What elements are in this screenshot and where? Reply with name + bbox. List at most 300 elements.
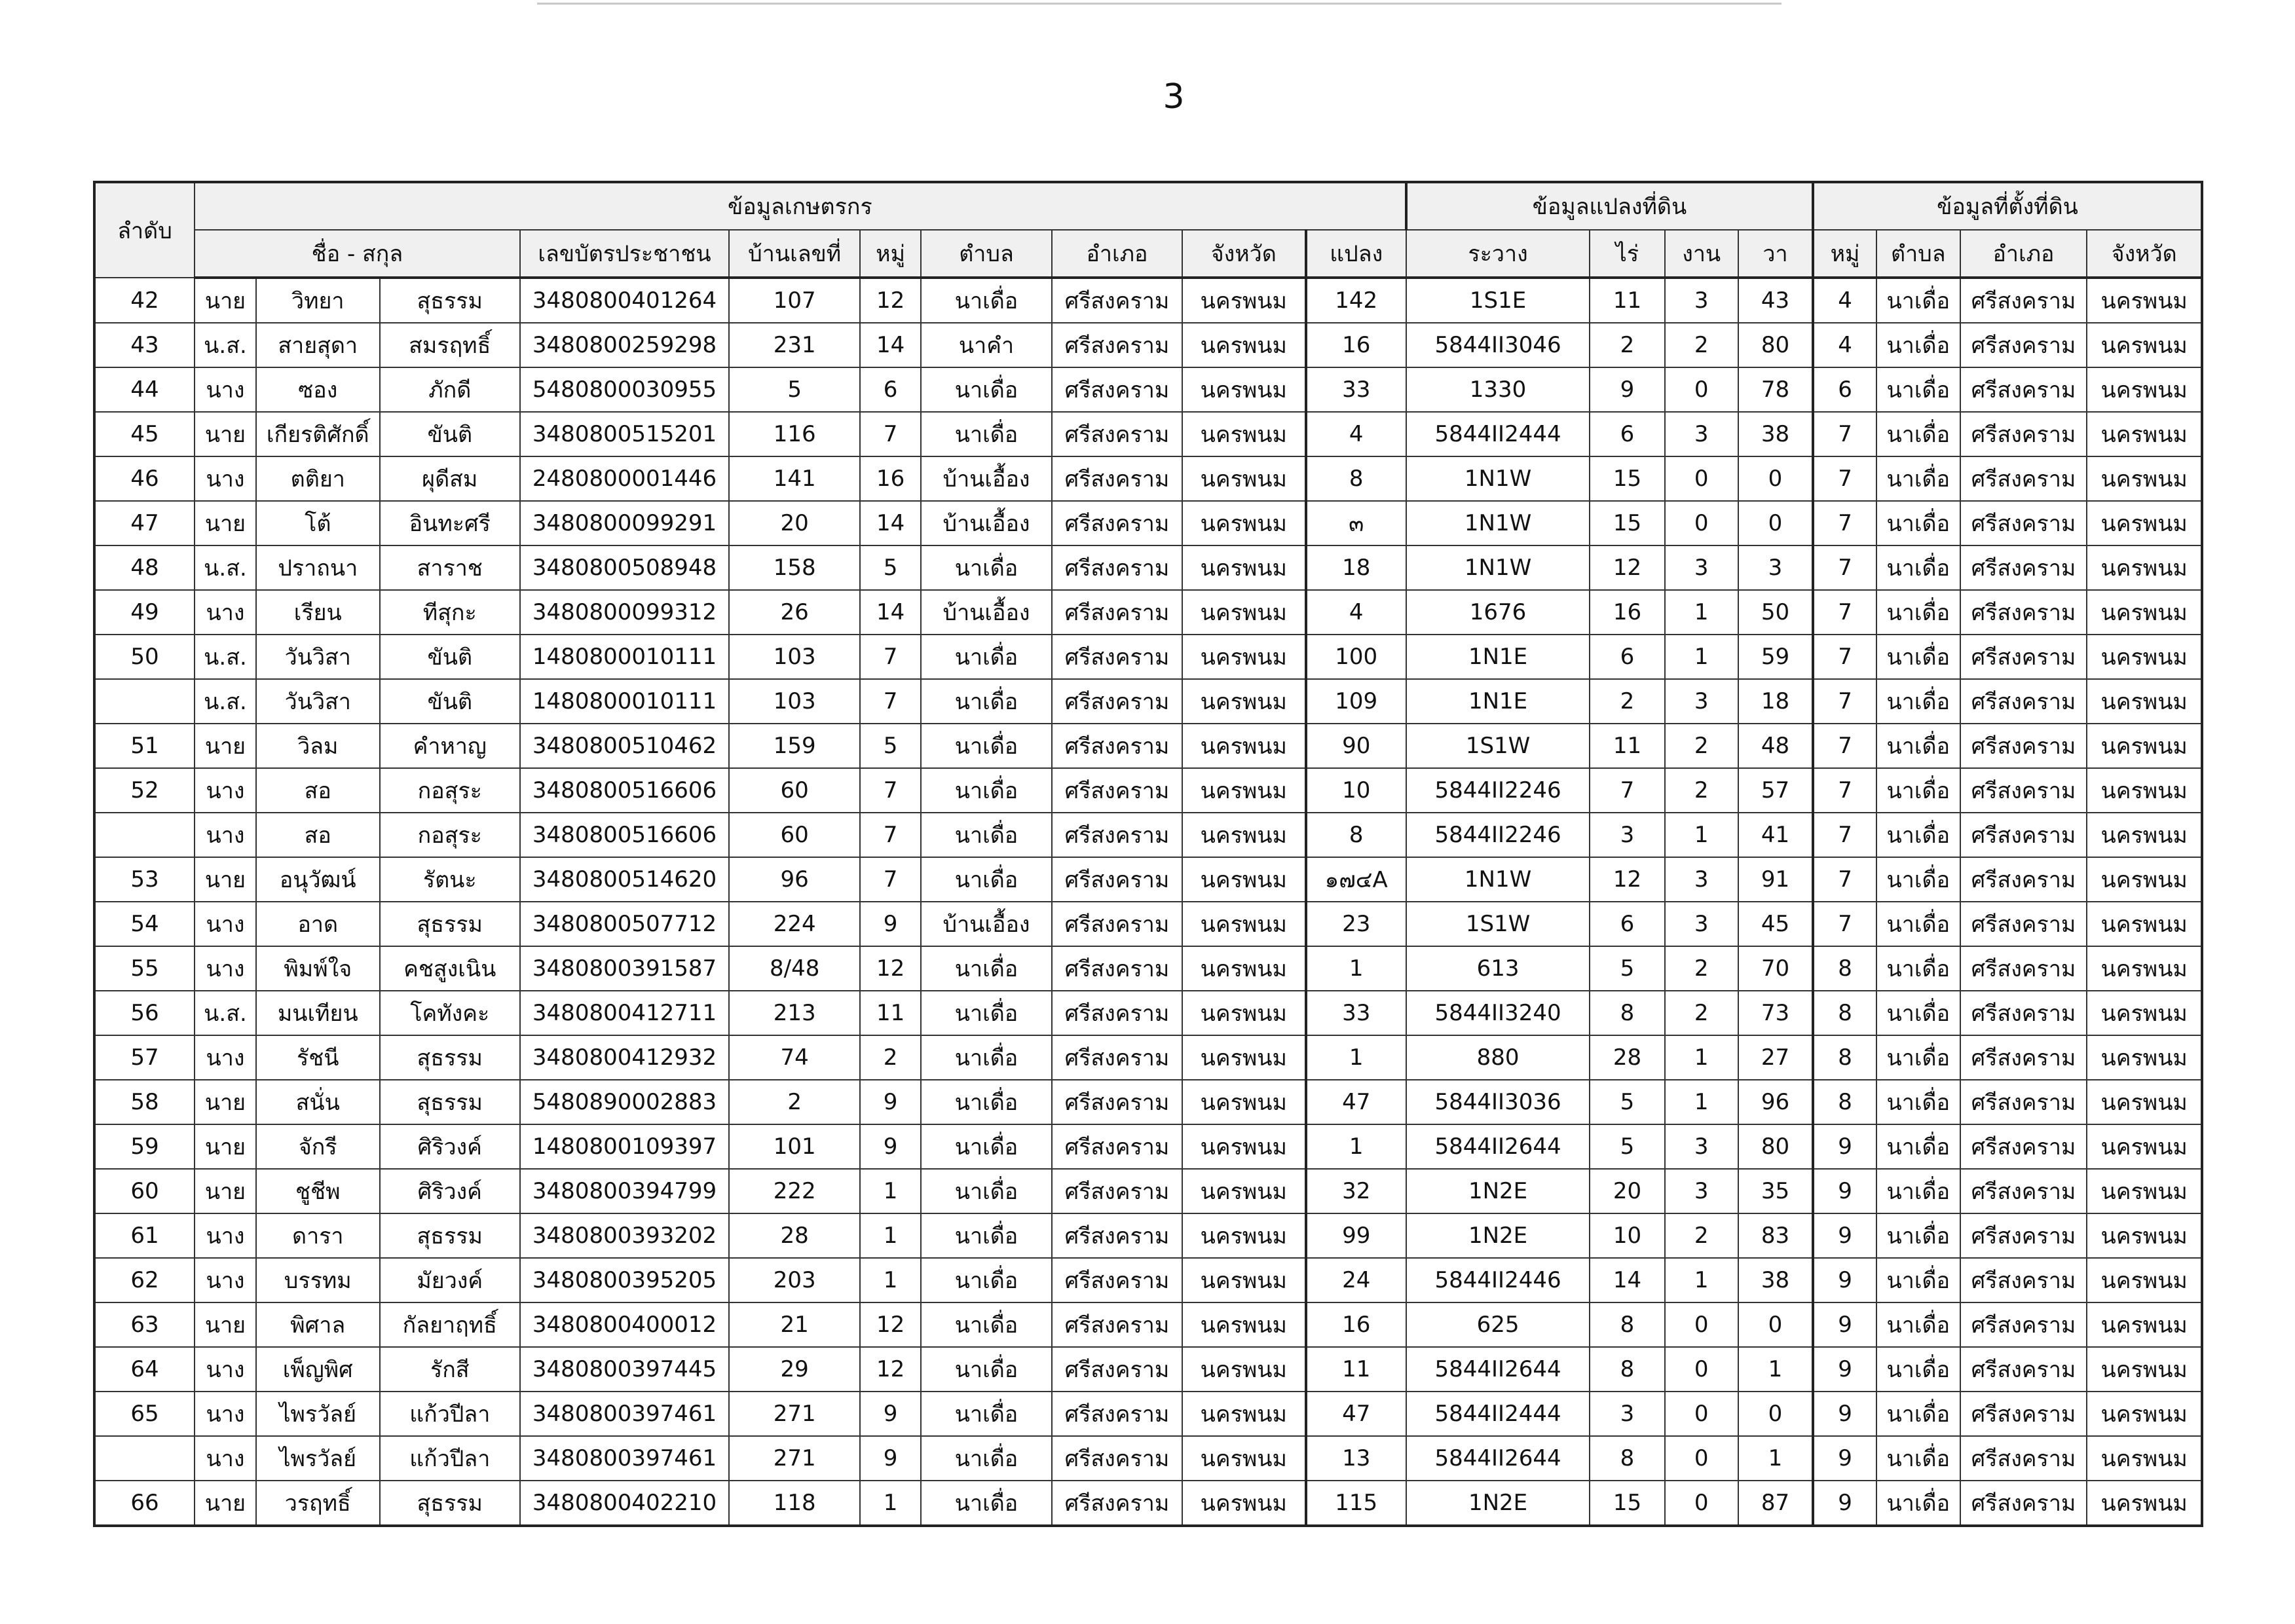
last-name-cell: กัลยาฤทธิ์ <box>380 1302 520 1347</box>
plot-cell: 115 <box>1306 1481 1406 1526</box>
loc-province-cell: นครพนม <box>2087 1080 2202 1124</box>
province-cell: นครพนม <box>1182 412 1306 456</box>
wa-cell: 38 <box>1738 1258 1813 1302</box>
header-plot-group: ข้อมูลแปลงที่ดิน <box>1406 182 1813 230</box>
house-no-cell: 213 <box>729 991 860 1035</box>
table-row <box>94 1169 2202 1213</box>
loc-amphoe-cell: ศรีสงคราม <box>1960 1169 2087 1213</box>
header-row-groups <box>94 182 2202 230</box>
sheet-cell: 1N1E <box>1406 635 1590 679</box>
sheet-cell: 5844II3240 <box>1406 991 1590 1035</box>
amphoe-cell: ศรีสงคราม <box>1052 635 1182 679</box>
loc-tambon-cell: นาเดื่อ <box>1876 545 1960 590</box>
table-row <box>94 501 2202 545</box>
table-row <box>94 768 2202 813</box>
first-name-cell: สอ <box>256 768 380 813</box>
loc-moo-cell: 4 <box>1813 278 1876 323</box>
moo-cell: 5 <box>860 545 921 590</box>
seq-cell: 58 <box>94 1080 195 1124</box>
house-no-cell: 159 <box>729 724 860 768</box>
last-name-cell: โคทังคะ <box>380 991 520 1035</box>
table-row <box>94 635 2202 679</box>
loc-moo-cell: 8 <box>1813 1035 1876 1080</box>
header-row-columns <box>94 230 2202 278</box>
rai-cell: 7 <box>1590 768 1664 813</box>
amphoe-cell: ศรีสงคราม <box>1052 412 1182 456</box>
moo-cell: 9 <box>860 902 921 946</box>
last-name-cell: ศิริวงค์ <box>380 1124 520 1169</box>
id-card-cell: 3480800514620 <box>520 857 729 902</box>
header-loc-province: จังหวัด <box>2087 230 2202 278</box>
tambon-cell: นาเดื่อ <box>921 1035 1052 1080</box>
table-row <box>94 412 2202 456</box>
moo-cell: 12 <box>860 278 921 323</box>
seq-cell: 53 <box>94 857 195 902</box>
moo-cell: 2 <box>860 1035 921 1080</box>
tambon-cell: นาเดื่อ <box>921 1080 1052 1124</box>
wa-cell: 80 <box>1738 1124 1813 1169</box>
sheet-cell: 5844II3046 <box>1406 323 1590 367</box>
wa-cell: 87 <box>1738 1481 1813 1526</box>
loc-tambon-cell: นาเดื่อ <box>1876 1347 1960 1392</box>
sheet-cell: 1S1W <box>1406 902 1590 946</box>
table-row <box>94 545 2202 590</box>
last-name-cell: คำหาญ <box>380 724 520 768</box>
house-no-cell: 107 <box>729 278 860 323</box>
province-cell: นครพนม <box>1182 1392 1306 1436</box>
wa-cell: 0 <box>1738 456 1813 501</box>
sheet-cell: 5844II2246 <box>1406 813 1590 857</box>
rai-cell: 5 <box>1590 1080 1664 1124</box>
last-name-cell: สาราช <box>380 545 520 590</box>
tambon-cell: บ้านเอื้อง <box>921 902 1052 946</box>
header-sheet: ระวาง <box>1406 230 1590 278</box>
first-name-cell: วรฤทธิ์ <box>256 1481 380 1526</box>
rai-cell: 9 <box>1590 367 1664 412</box>
province-cell: นครพนม <box>1182 1080 1306 1124</box>
sheet-cell: 5844II2444 <box>1406 1392 1590 1436</box>
loc-moo-cell: 9 <box>1813 1481 1876 1526</box>
plot-cell: 90 <box>1306 724 1406 768</box>
loc-moo-cell: 7 <box>1813 724 1876 768</box>
house-no-cell: 231 <box>729 323 860 367</box>
table-row <box>94 991 2202 1035</box>
last-name-cell: สมรฤทธิ์ <box>380 323 520 367</box>
last-name-cell: อินทะศรี <box>380 501 520 545</box>
tambon-cell: นาเดื่อ <box>921 545 1052 590</box>
wa-cell: 48 <box>1738 724 1813 768</box>
province-cell: นครพนม <box>1182 1302 1306 1347</box>
sheet-cell: 1N1E <box>1406 679 1590 724</box>
last-name-cell: ผุดีสม <box>380 456 520 501</box>
ngan-cell: 2 <box>1665 991 1738 1035</box>
header-loc-tambon: ตำบล <box>1876 230 1960 278</box>
id-card-cell: 3480800401264 <box>520 278 729 323</box>
province-cell: นครพนม <box>1182 323 1306 367</box>
loc-tambon-cell: นาเดื่อ <box>1876 724 1960 768</box>
loc-amphoe-cell: ศรีสงคราม <box>1960 1436 2087 1481</box>
prefix-cell: นาง <box>195 813 256 857</box>
loc-province-cell: นครพนม <box>2087 768 2202 813</box>
rai-cell: 16 <box>1590 590 1664 635</box>
last-name-cell: คชสูงเนิน <box>380 946 520 991</box>
table-row <box>94 1302 2202 1347</box>
first-name-cell: สอ <box>256 813 380 857</box>
loc-tambon-cell: นาเดื่อ <box>1876 1169 1960 1213</box>
id-card-cell: 3480800395205 <box>520 1258 729 1302</box>
amphoe-cell: ศรีสงคราม <box>1052 367 1182 412</box>
rai-cell: 3 <box>1590 813 1664 857</box>
wa-cell: 38 <box>1738 412 1813 456</box>
loc-amphoe-cell: ศรีสงคราม <box>1960 813 2087 857</box>
loc-tambon-cell: นาเดื่อ <box>1876 1302 1960 1347</box>
rai-cell: 11 <box>1590 724 1664 768</box>
moo-cell: 6 <box>860 367 921 412</box>
plot-cell: 33 <box>1306 991 1406 1035</box>
sheet-cell: 1S1E <box>1406 278 1590 323</box>
house-no-cell: 5 <box>729 367 860 412</box>
wa-cell: 0 <box>1738 1392 1813 1436</box>
loc-province-cell: นครพนม <box>2087 456 2202 501</box>
tambon-cell: นาเดื่อ <box>921 991 1052 1035</box>
seq-cell: 43 <box>94 323 195 367</box>
seq-cell: 47 <box>94 501 195 545</box>
loc-amphoe-cell: ศรีสงคราม <box>1960 1392 2087 1436</box>
loc-moo-cell: 7 <box>1813 679 1876 724</box>
prefix-cell: น.ส. <box>195 323 256 367</box>
prefix-cell: นาง <box>195 1436 256 1481</box>
plot-cell: 109 <box>1306 679 1406 724</box>
rai-cell: 10 <box>1590 1213 1664 1258</box>
first-name-cell: ไพรวัลย์ <box>256 1392 380 1436</box>
first-name-cell: ชูชีพ <box>256 1169 380 1213</box>
ngan-cell: 0 <box>1665 1481 1738 1526</box>
prefix-cell: นาย <box>195 724 256 768</box>
table-row <box>94 1258 2202 1302</box>
amphoe-cell: ศรีสงคราม <box>1052 1481 1182 1526</box>
rai-cell: 15 <box>1590 456 1664 501</box>
loc-province-cell: นครพนม <box>2087 813 2202 857</box>
tambon-cell: นาเดื่อ <box>921 1169 1052 1213</box>
house-no-cell: 224 <box>729 902 860 946</box>
id-card-cell: 3480800402210 <box>520 1481 729 1526</box>
table-row <box>94 323 2202 367</box>
loc-province-cell: นครพนม <box>2087 590 2202 635</box>
amphoe-cell: ศรีสงคราม <box>1052 1347 1182 1392</box>
id-card-cell: 3480800099291 <box>520 501 729 545</box>
wa-cell: 57 <box>1738 768 1813 813</box>
tambon-cell: นาเดื่อ <box>921 412 1052 456</box>
sheet-cell: 1330 <box>1406 367 1590 412</box>
seq-cell <box>94 679 195 724</box>
id-card-cell: 3480800412711 <box>520 991 729 1035</box>
moo-cell: 12 <box>860 946 921 991</box>
rai-cell: 8 <box>1590 991 1664 1035</box>
loc-tambon-cell: นาเดื่อ <box>1876 323 1960 367</box>
tambon-cell: นาเดื่อ <box>921 1302 1052 1347</box>
tambon-cell: บ้านเอื้อง <box>921 590 1052 635</box>
table-row <box>94 902 2202 946</box>
amphoe-cell: ศรีสงคราม <box>1052 1258 1182 1302</box>
loc-tambon-cell: นาเดื่อ <box>1876 1392 1960 1436</box>
tambon-cell: นาเดื่อ <box>921 857 1052 902</box>
id-card-cell: 3480800510462 <box>520 724 729 768</box>
plot-cell: 33 <box>1306 367 1406 412</box>
plot-cell: 24 <box>1306 1258 1406 1302</box>
rai-cell: 6 <box>1590 412 1664 456</box>
moo-cell: 7 <box>860 635 921 679</box>
table-row <box>94 1347 2202 1392</box>
last-name-cell: สุธรรม <box>380 1035 520 1080</box>
rai-cell: 11 <box>1590 278 1664 323</box>
loc-tambon-cell: นาเดื่อ <box>1876 278 1960 323</box>
table-row <box>94 1392 2202 1436</box>
tambon-cell: นาเดื่อ <box>921 724 1052 768</box>
amphoe-cell: ศรีสงคราม <box>1052 1035 1182 1080</box>
ngan-cell: 0 <box>1665 1347 1738 1392</box>
moo-cell: 1 <box>860 1258 921 1302</box>
wa-cell: 73 <box>1738 991 1813 1035</box>
seq-cell: 45 <box>94 412 195 456</box>
table-body <box>94 278 2202 1526</box>
province-cell: นครพนม <box>1182 456 1306 501</box>
sheet-cell: 1N1W <box>1406 456 1590 501</box>
rai-cell: 12 <box>1590 857 1664 902</box>
prefix-cell: นาง <box>195 1392 256 1436</box>
loc-moo-cell: 7 <box>1813 545 1876 590</box>
table-row <box>94 724 2202 768</box>
province-cell: นครพนม <box>1182 724 1306 768</box>
header-tambon: ตำบล <box>921 230 1052 278</box>
amphoe-cell: ศรีสงคราม <box>1052 323 1182 367</box>
sheet-cell: 5844II2644 <box>1406 1436 1590 1481</box>
plot-cell: 100 <box>1306 635 1406 679</box>
header-plot: แปลง <box>1306 230 1406 278</box>
loc-tambon-cell: นาเดื่อ <box>1876 590 1960 635</box>
moo-cell: 9 <box>860 1124 921 1169</box>
sheet-cell: 880 <box>1406 1035 1590 1080</box>
seq-cell: 62 <box>94 1258 195 1302</box>
rai-cell: 6 <box>1590 902 1664 946</box>
loc-moo-cell: 9 <box>1813 1169 1876 1213</box>
loc-amphoe-cell: ศรีสงคราม <box>1960 991 2087 1035</box>
loc-amphoe-cell: ศรีสงคราม <box>1960 412 2087 456</box>
loc-province-cell: นครพนม <box>2087 278 2202 323</box>
sheet-cell: 1N1W <box>1406 501 1590 545</box>
prefix-cell: นาง <box>195 946 256 991</box>
id-card-cell: 2480800001446 <box>520 456 729 501</box>
house-no-cell: 29 <box>729 1347 860 1392</box>
loc-province-cell: นครพนม <box>2087 724 2202 768</box>
house-no-cell: 222 <box>729 1169 860 1213</box>
loc-amphoe-cell: ศรีสงคราม <box>1960 1213 2087 1258</box>
loc-province-cell: นครพนม <box>2087 1436 2202 1481</box>
moo-cell: 1 <box>860 1213 921 1258</box>
rai-cell: 6 <box>1590 635 1664 679</box>
loc-tambon-cell: นาเดื่อ <box>1876 1481 1960 1526</box>
first-name-cell: ไพรวัลย์ <box>256 1436 380 1481</box>
province-cell: นครพนม <box>1182 635 1306 679</box>
last-name-cell: สุธรรม <box>380 1080 520 1124</box>
wa-cell: 35 <box>1738 1169 1813 1213</box>
last-name-cell: แก้วปีลา <box>380 1436 520 1481</box>
seq-cell: 65 <box>94 1392 195 1436</box>
province-cell: นครพนม <box>1182 1035 1306 1080</box>
table-row <box>94 1481 2202 1526</box>
amphoe-cell: ศรีสงคราม <box>1052 946 1182 991</box>
table-row <box>94 1124 2202 1169</box>
id-card-cell: 1480800010111 <box>520 635 729 679</box>
loc-province-cell: นครพนม <box>2087 679 2202 724</box>
last-name-cell: สุธรรม <box>380 278 520 323</box>
loc-province-cell: นครพนม <box>2087 635 2202 679</box>
last-name-cell: ขันติ <box>380 635 520 679</box>
amphoe-cell: ศรีสงคราม <box>1052 902 1182 946</box>
tambon-cell: นาเดื่อ <box>921 813 1052 857</box>
loc-province-cell: นครพนม <box>2087 1035 2202 1080</box>
moo-cell: 7 <box>860 813 921 857</box>
house-no-cell: 8/48 <box>729 946 860 991</box>
header-house-no: บ้านเลขที่ <box>729 230 860 278</box>
wa-cell: 59 <box>1738 635 1813 679</box>
loc-tambon-cell: นาเดื่อ <box>1876 1436 1960 1481</box>
loc-moo-cell: 9 <box>1813 1258 1876 1302</box>
moo-cell: 7 <box>860 768 921 813</box>
header-ngan: งาน <box>1665 230 1738 278</box>
loc-moo-cell: 7 <box>1813 412 1876 456</box>
loc-amphoe-cell: ศรีสงคราม <box>1960 724 2087 768</box>
table-row <box>94 1436 2202 1481</box>
last-name-cell: ศิริวงค์ <box>380 1169 520 1213</box>
id-card-cell: 3480800397445 <box>520 1347 729 1392</box>
id-card-cell: 3480800400012 <box>520 1302 729 1347</box>
prefix-cell: นาย <box>195 1302 256 1347</box>
moo-cell: 14 <box>860 590 921 635</box>
loc-province-cell: นครพนม <box>2087 367 2202 412</box>
loc-tambon-cell: นาเดื่อ <box>1876 635 1960 679</box>
tambon-cell: นาเดื่อ <box>921 1258 1052 1302</box>
tambon-cell: นาเดื่อ <box>921 635 1052 679</box>
wa-cell: 96 <box>1738 1080 1813 1124</box>
plot-cell: 8 <box>1306 456 1406 501</box>
loc-province-cell: นครพนม <box>2087 323 2202 367</box>
wa-cell: 1 <box>1738 1436 1813 1481</box>
loc-amphoe-cell: ศรีสงคราม <box>1960 857 2087 902</box>
ngan-cell: 3 <box>1665 545 1738 590</box>
amphoe-cell: ศรีสงคราม <box>1052 501 1182 545</box>
house-no-cell: 271 <box>729 1392 860 1436</box>
wa-cell: 43 <box>1738 278 1813 323</box>
province-cell: นครพนม <box>1182 768 1306 813</box>
last-name-cell: แก้วปีลา <box>380 1392 520 1436</box>
seq-cell: 59 <box>94 1124 195 1169</box>
farmer-land-table <box>93 181 2203 1527</box>
last-name-cell: มัยวงค์ <box>380 1258 520 1302</box>
amphoe-cell: ศรีสงคราม <box>1052 1392 1182 1436</box>
house-no-cell: 141 <box>729 456 860 501</box>
wa-cell: 91 <box>1738 857 1813 902</box>
sheet-cell: 5844II3036 <box>1406 1080 1590 1124</box>
seq-cell: 61 <box>94 1213 195 1258</box>
ngan-cell: 0 <box>1665 1392 1738 1436</box>
id-card-cell: 1480800010111 <box>520 679 729 724</box>
loc-province-cell: นครพนม <box>2087 1124 2202 1169</box>
id-card-cell: 5480800030955 <box>520 367 729 412</box>
rai-cell: 8 <box>1590 1436 1664 1481</box>
table-row <box>94 857 2202 902</box>
rai-cell: 3 <box>1590 1392 1664 1436</box>
loc-tambon-cell: นาเดื่อ <box>1876 857 1960 902</box>
loc-amphoe-cell: ศรีสงคราม <box>1960 590 2087 635</box>
wa-cell: 83 <box>1738 1213 1813 1258</box>
loc-tambon-cell: นาเดื่อ <box>1876 501 1960 545</box>
table-row <box>94 679 2202 724</box>
plot-cell: 23 <box>1306 902 1406 946</box>
first-name-cell: มนเทียน <box>256 991 380 1035</box>
house-no-cell: 26 <box>729 590 860 635</box>
loc-moo-cell: 7 <box>1813 768 1876 813</box>
tambon-cell: บ้านเอื้อง <box>921 456 1052 501</box>
rai-cell: 14 <box>1590 1258 1664 1302</box>
rai-cell: 8 <box>1590 1347 1664 1392</box>
seq-cell: 50 <box>94 635 195 679</box>
prefix-cell: น.ส. <box>195 679 256 724</box>
plot-cell: 4 <box>1306 590 1406 635</box>
house-no-cell: 118 <box>729 1481 860 1526</box>
plot-cell: 47 <box>1306 1080 1406 1124</box>
house-no-cell: 20 <box>729 501 860 545</box>
loc-tambon-cell: นาเดื่อ <box>1876 1258 1960 1302</box>
loc-amphoe-cell: ศรีสงคราม <box>1960 1258 2087 1302</box>
amphoe-cell: ศรีสงคราม <box>1052 679 1182 724</box>
rai-cell: 28 <box>1590 1035 1664 1080</box>
plot-cell: 32 <box>1306 1169 1406 1213</box>
loc-province-cell: นครพนม <box>2087 857 2202 902</box>
prefix-cell: นาย <box>195 1080 256 1124</box>
province-cell: นครพนม <box>1182 367 1306 412</box>
house-no-cell: 28 <box>729 1213 860 1258</box>
loc-amphoe-cell: ศรีสงคราม <box>1960 501 2087 545</box>
province-cell: นครพนม <box>1182 278 1306 323</box>
plot-cell: 142 <box>1306 278 1406 323</box>
loc-amphoe-cell: ศรีสงคราม <box>1960 323 2087 367</box>
first-name-cell: ซอง <box>256 367 380 412</box>
first-name-cell: วันวิสา <box>256 635 380 679</box>
id-card-cell: 3480800516606 <box>520 813 729 857</box>
rai-cell: 15 <box>1590 1481 1664 1526</box>
prefix-cell: นาย <box>195 278 256 323</box>
first-name-cell: รัชนี <box>256 1035 380 1080</box>
province-cell: นครพนม <box>1182 1213 1306 1258</box>
seq-cell: 55 <box>94 946 195 991</box>
province-cell: นครพนม <box>1182 1436 1306 1481</box>
ngan-cell: 3 <box>1665 902 1738 946</box>
prefix-cell: นาง <box>195 590 256 635</box>
loc-province-cell: นครพนม <box>2087 1302 2202 1347</box>
tambon-cell: นาเดื่อ <box>921 946 1052 991</box>
prefix-cell: นาง <box>195 1035 256 1080</box>
loc-amphoe-cell: ศรีสงคราม <box>1960 1124 2087 1169</box>
loc-tambon-cell: นาเดื่อ <box>1876 902 1960 946</box>
loc-tambon-cell: นาเดื่อ <box>1876 412 1960 456</box>
moo-cell: 1 <box>860 1481 921 1526</box>
sheet-cell: 613 <box>1406 946 1590 991</box>
prefix-cell: นาง <box>195 1213 256 1258</box>
sheet-cell: 5844II2246 <box>1406 768 1590 813</box>
header-loc-amphoe: อำเภอ <box>1960 230 2087 278</box>
wa-cell: 0 <box>1738 1302 1813 1347</box>
house-no-cell: 60 <box>729 768 860 813</box>
